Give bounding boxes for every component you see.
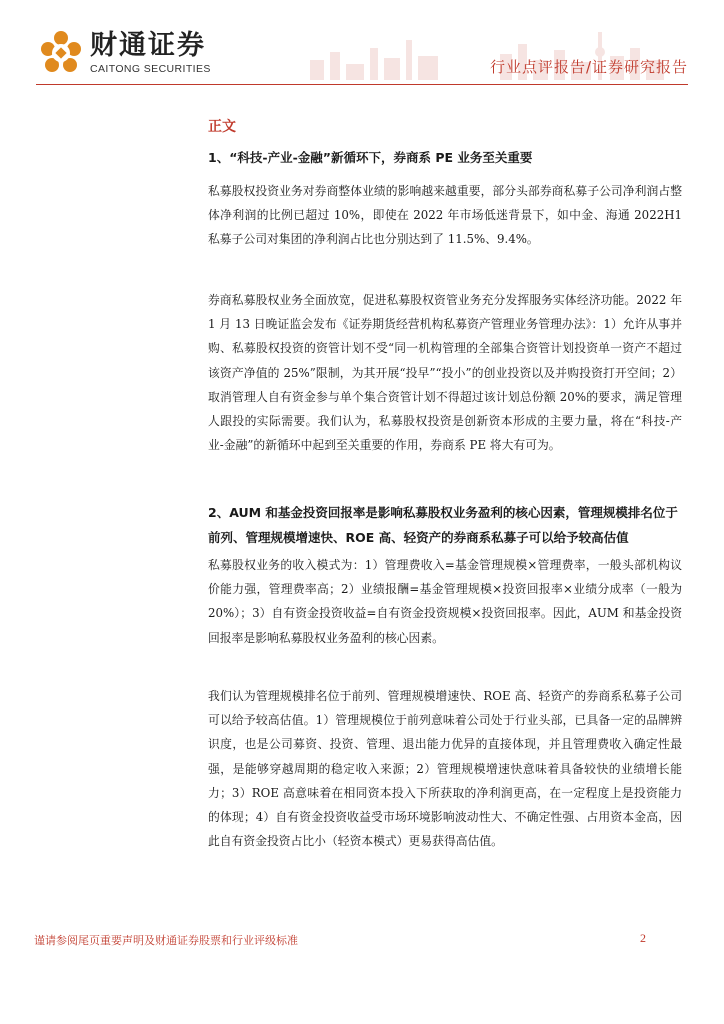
heading-2: 2、AUM 和基金投资回报率是影响私募股权业务盈利的核心因素，管理规模排名位于前列、管理规模增速快、ROE 高、轻资产的券商系私募子可以给予较高估值 [208,505,678,545]
disclaimer-note: 谨请参阅尾页重要声明及财通证券股票和行业评级标准 [34,934,298,947]
heading-1: 1、“科技-产业-金融”新循环下，券商系 PE 业务至关重要 [208,150,533,165]
report-type-label: 行业点评报告/证券研究报告 [489,58,688,76]
company-logo [38,30,211,76]
paragraph-1: 私募股权投资业务对券商整体业绩的影响越来越重要，部分头部券商私募子公司净利润占整体净利润的比例已超过 10%，即使在 2022 年市场低迷背景下，如中金、海通 2022H1 私募子公司对集团的净利润占比也分别达到了 11.5%、9.4%。 [208,184,682,247]
header-divider [36,84,688,85]
page-number: 2 [640,931,646,945]
caitong-logo-icon [38,30,84,76]
logo-english-name: CAITONG SECURITIES [90,63,211,75]
paragraph-3: 私募股权业务的收入模式为：1）管理费收入=基金管理规模×管理费率，一般头部机构议价能力强，管理费率高；2）业绩报酬=基金管理规模×投资回报率×业绩分成率（一般为 20%）；3）自有资金投资收益=自有资金投资规模×投资回报率。因此，AUM 和基金投资回报率是影响私募股权业务盈利的核心因素。 [208,558,682,645]
logo-chinese-name: 财通证券 [90,30,206,61]
paragraph-4: 我们认为管理规模排名位于前列、管理规模增速快、ROE 高、轻资产的券商系私募子公司可以给予较高估值。1）管理规模位于前列意味着公司处于行业头部，已具备一定的品牌辨识度，也是公司募资、投资、管理、退出能力优异的直接体现，并且管理费收入确定性最强，是能够穿越周期的稳定收入来源；2）管理规模增速快意味着具备较快的业绩增长能力；3）ROE 高意味着在相同资本投入下所获取的净利润更高，在一定程度上是投资能力的体现；4）自有资金投资收益受市场环境影响波动性大、不确定性强、占用资本金高，因此自有资金投资占比小（轻资本模式）更易获得高估值。 [208,689,682,849]
paragraph-2: 券商私募股权业务全面放宽，促进私募股权资管业务充分发挥服务实体经济功能。2022 年 1 月 13 日晚证监会发布《证券期货经营机构私募资产管理业务管理办法》：1）允许从事并购、私募股权投资的资管计划不受“同一机构管理的全部集合资管计划投资单一资产不超过该资产净值的 25%”限制，为其开展“投早”“投小”的创业投资以及并购投资打开空间；2）取消管理人自有资金参与单个集合资管计划不得超过该计划总份额 20%的要求，满足管理人跟投的实际需要。我们认为，私募股权投资是创新资本形成的主要力量，将在“科技-产业-金融”的新循环中起到至关重要的作用，券商系 PE 将大有可为。 [208,293,682,453]
section-title: 正文 [208,119,236,135]
